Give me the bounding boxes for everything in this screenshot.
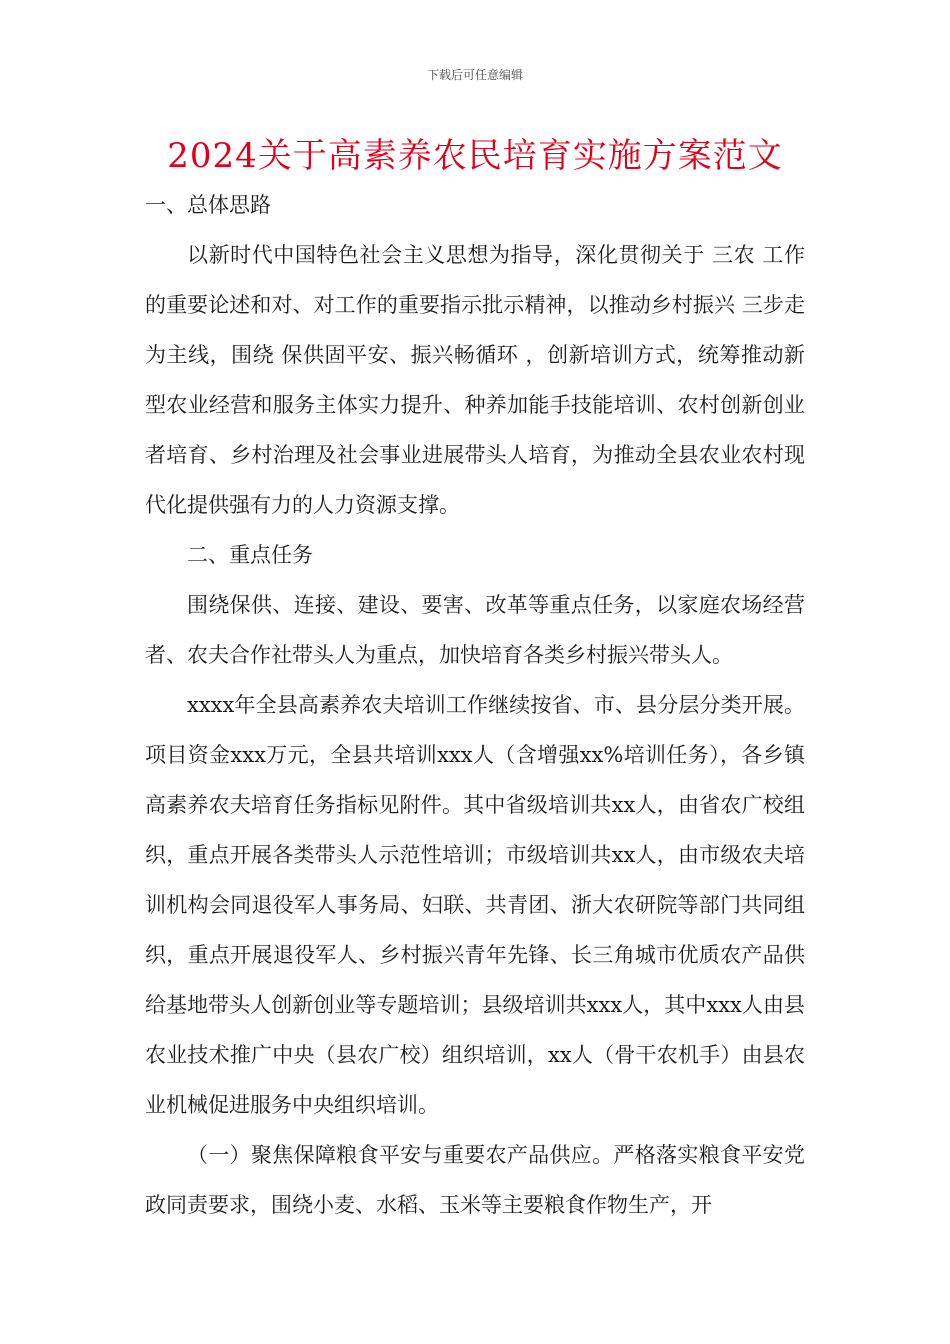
paragraph-1: 以新时代中国特色社会主义思想为指导，深化贯彻关于 三农 工作的重要论述和对、对工作的重要指示批示精神，以推动乡村振兴 三步走 为主线，围绕 保供固平安、振兴畅循环 ，创新培训方式，统筹推动新型农业经营和服务主体实力提升、种养加能手技能培训、农村创新创业者培育、乡村治理及社会事业进展带头人培育，为推动全县农业农村现代化提供强有力的人力资源支撑。 — [145, 243, 805, 517]
paragraph-3: xxxx年全县高素养农夫培训工作继续按省、市、县分层分类开展。项目资金xxx万元，全县共培训xxx人（含增强xx%培训任务），各乡镇高素养农夫培育任务指标见附件。其中省级培训共xx人，由省农广校组织，重点开展各类带头人示范性培训；市级培训共xx人，由市级农夫培训机构会同退役军人事务局、妇联、共青团、浙大农研院等部门共同组织，重点开展退役军人、乡村振兴青年先锋、长三角城市优质农产品供给基地带头人创新创业等专题培训；县级培训共xxx人，其中xxx人由县农业技术推广中央（县农广校）组织培训，xx人（骨干农机手）由县农业机械促进服务中央组织培训。 — [145, 693, 805, 1117]
paragraph-4: （一）聚焦保障粮食平安与重要农产品供应。严格落实粮食平安党政同责要求，围绕小麦、水稻、玉米等主要粮食作物生产，开 — [145, 1143, 805, 1217]
paragraph-2: 围绕保供、连接、建设、要害、改革等重点任务，以家庭农场经营者、农夫合作社带头人为重点，加快培育各类乡村振兴带头人。 — [145, 593, 805, 667]
page-header: 下载后可任意编辑 — [426, 68, 523, 82]
document-body — [145, 180, 805, 1230]
section-heading-1: 一、总体思路 — [145, 193, 271, 217]
section-heading-2: 二、重点任务 — [187, 543, 313, 567]
document-title: 2024关于高素养农民培育实施方案范文 — [167, 136, 783, 176]
